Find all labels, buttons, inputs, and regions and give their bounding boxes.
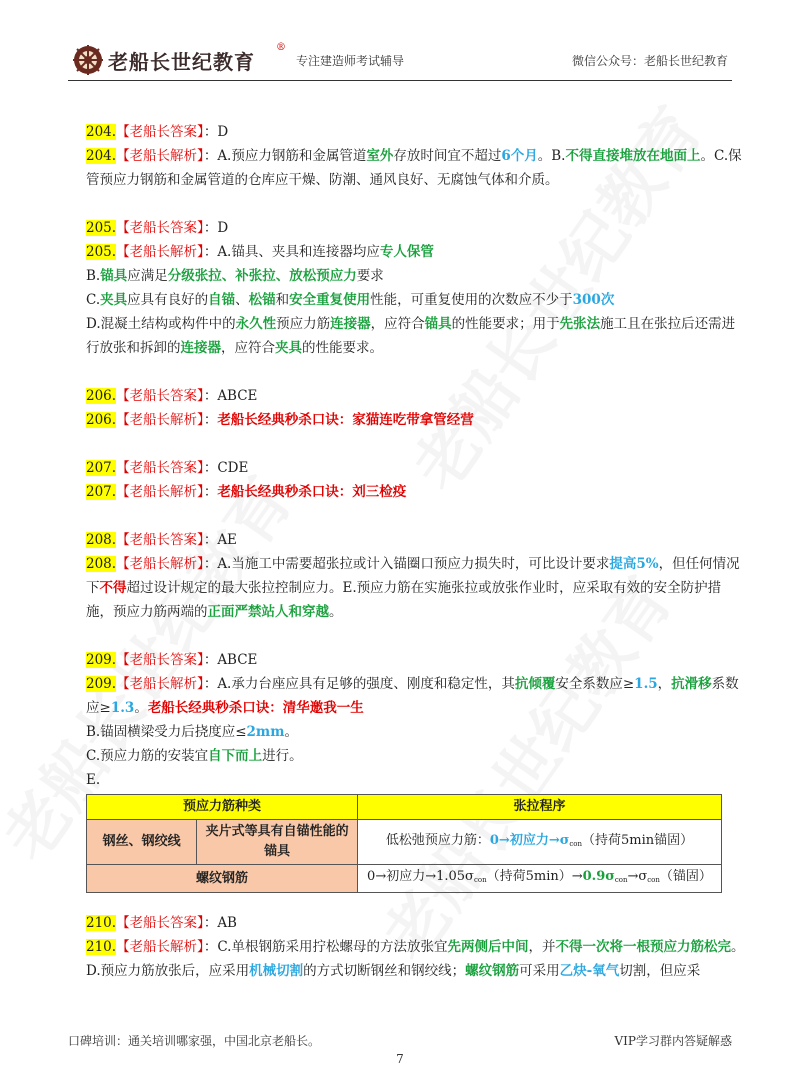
q209-analysis-a: 209.【老船长解析】：A.承力台座应具有足够的强度、刚度和稳定性，其抗倾覆安全系数应≥1.5，抗滑移系数应≥1.3。老船长经典秒杀口诀：清华邀我一生 [86, 676, 739, 716]
q208-answer: 208.【老船长答案】：AE [86, 532, 237, 548]
q209-analysis-e: E. [86, 772, 101, 788]
header-tagline: 专注建造师考试辅导 [296, 54, 405, 68]
page-header [68, 40, 732, 81]
page-number: 7 [396, 1052, 404, 1066]
q204-analysis: 204.【老船长解析】：A.预应力钢筋和金属管道室外存放时间宜不超过6个月。B.不得直接堆放在地面上。C.保管预应力钢筋和金属管道的仓库应干燥、防潮、通风良好、无腐蚀气体和介质。 [86, 148, 742, 188]
tension-procedure-table [86, 794, 722, 893]
table-header-procedure: 张拉程序 [358, 795, 722, 820]
q209-analysis-b: B.锚固横梁受力后挠度应≤2mm。 [86, 724, 298, 740]
q210-analysis: 210.【老船长解析】：C.单根钢筋采用拧松螺母的方法放张宜先两侧后中间，并不得一次将一根预应力筋松完。D.预应力筋放张后，应采用机械切割的方式切断钢丝和钢绞线；螺纹钢筋可采用乙炔-氧气切割，但应采 [86, 939, 745, 979]
q205-analysis-c: C.夹具应具有良好的自锚、松锚和安全重复使用性能，可重复使用的次数应不少于300次 [86, 292, 615, 308]
q205-analysis-b: B.锚具应满足分级张拉、补张拉、放松预应力要求 [86, 268, 384, 284]
table-cell-anchor-type: 夹片式等具有自锚性能的锚具 [197, 820, 358, 865]
table-header-type: 预应力筋种类 [87, 795, 358, 820]
ship-wheel-logo-icon [72, 44, 104, 76]
footer-slogan: 口碑培训：通关培训哪家强，中国北京老船长。 [68, 1034, 321, 1048]
q205-analysis-d: D.混凝土结构或构件中的永久性预应力筋连接器，应符合锚具的性能要求；用于先张法施工且在张拉后还需进行放张和拆卸的连接器，应符合夹具的性能要求。 [86, 316, 736, 356]
q206-analysis: 206.【老船长解析】：老船长经典秒杀口诀：家猫连吃带拿管经营 [86, 412, 474, 428]
table-cell-threaded-bar: 螺纹钢筋 [87, 865, 358, 893]
q206-answer: 206.【老船长答案】：ABCE [86, 388, 258, 404]
table-cell-wire-procedure: 低松弛预应力筋：0→初应力$\to\sigma_{con}$（持荷5min锚固） [358, 820, 722, 865]
q207-answer: 207.【老船长答案】：CDE [86, 460, 249, 476]
q208-analysis: 208.【老船长解析】：A.当施工中需要超张拉或计入锚圈口预应力损失时，可比设计要求提高5%，但任何情况下不得超过设计规定的最大张拉控制应力。E.预应力筋在实施张拉或放张作业时，应采取有效的安全防护措施，预应力筋两端的正面严禁站人和穿越。 [86, 556, 740, 620]
table-cell-steel-wire: 钢丝、钢绞线 [87, 820, 197, 865]
footer-vip: VIP学习群内答疑解惑 [614, 1034, 732, 1048]
q209-analysis-c: C.预应力筋的安装宜自下而上进行。 [86, 748, 303, 764]
wechat-account: 微信公众号：老船长世纪教育 [571, 54, 728, 68]
q205-answer: 205.【老船长答案】：D [86, 220, 229, 236]
brand-name: 老船长世纪教育 [108, 50, 255, 74]
table-cell-bar-procedure: 0→初应力$\to 1.05\sigma_{con}$（持荷$5\min)\to 0.9\sigma_{con}\to\sigma_{con}$（锚固） [358, 865, 722, 893]
q209-answer: 209.【老船长答案】：ABCE [86, 652, 258, 668]
q205-analysis-a: 205.【老船长解析】：A.锚具、夹具和连接器均应专人保管 [86, 244, 434, 260]
q204-answer: 204.【老船长答案】：D [86, 124, 229, 140]
q210-answer: 210.【老船长答案】：AB [86, 915, 237, 931]
registered-mark: ® [276, 42, 286, 53]
answer-content [86, 120, 746, 983]
q207-analysis: 207.【老船长解析】：老船长经典秒杀口诀：刘三检疫 [86, 484, 407, 500]
